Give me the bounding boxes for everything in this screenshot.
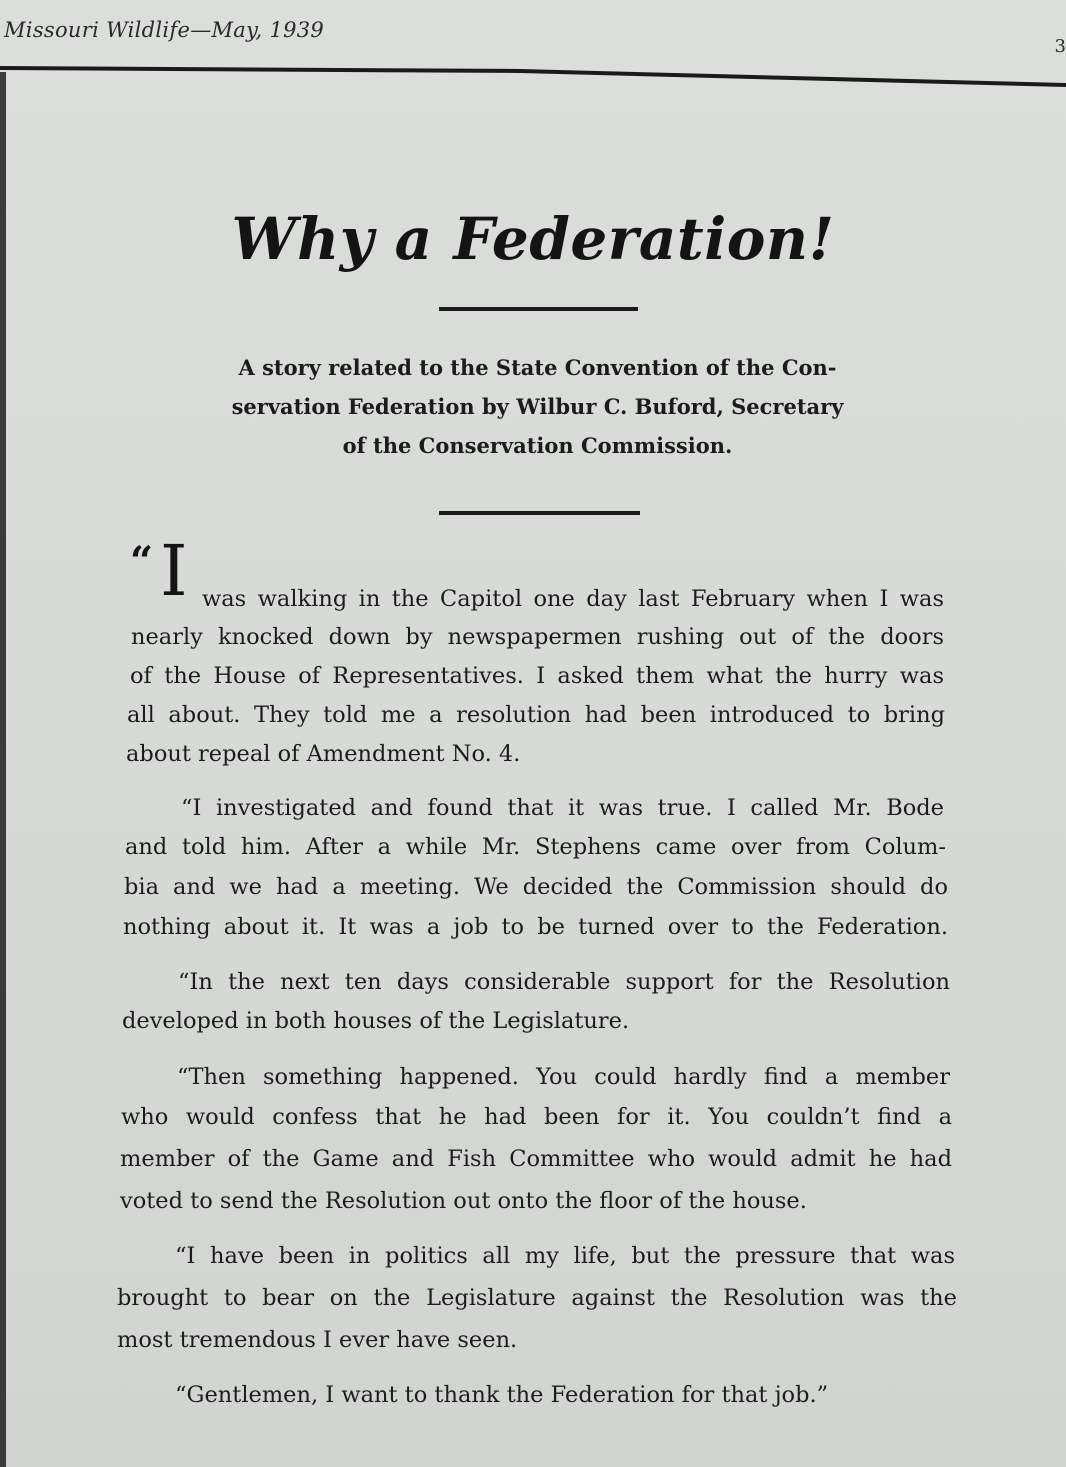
paragraph-3-line: developed in both houses of the Legislature. [122,1008,630,1034]
paragraph-5-line: most tremendous I ever have seen. [117,1327,518,1353]
page-number: 3 [1054,36,1066,57]
subtitle-line: of the Conservation Commission. [342,433,733,458]
paragraph-5-line: “I have been in politics all my life, but the pressure that was [175,1243,955,1269]
paragraph-6-line: “Gentlemen, I want to thank the Federation for that job.” [175,1382,829,1408]
paragraph-1-line: nearly knocked down by newspapermen rushing out of the doors [131,624,944,650]
paragraph-2-line: and told him. After a while Mr. Stephens came over from Colum- [125,834,946,860]
paragraph-4-line: “Then something happened. You could hardly find a member [177,1064,950,1090]
subtitle-line: servation Federation by Wilbur C. Buford, Secretary [231,394,844,419]
article-title: Why a Federation! [231,205,835,273]
paragraph-4-line: voted to send the Resolution out onto the floor of the house. [120,1188,807,1214]
paragraph-1-line: of the House of Representatives. I asked them what the hurry was [130,663,944,689]
paragraph-1-line: about repeal of Amendment No. 4. [126,741,521,767]
paragraph-5-line: brought to bear on the Legislature against the Resolution was the [117,1285,957,1311]
paragraph-4-line: who would confess that he had been for it. You couldn’t find a [121,1104,952,1130]
paragraph-2-line: “I investigated and found that it was true. I called Mr. Bode [181,795,944,821]
drop-cap: I [160,530,188,612]
paragraph-4-line: member of the Game and Fish Committee who would admit he had [120,1146,952,1172]
paragraph-1-line: all about. They told me a resolution had been introduced to bring [127,702,945,728]
paragraph-2-line: bia and we had a meeting. We decided the Commission should do [124,874,948,900]
paragraph-2-line: nothing about it. It was a job to be turned over to the Federation. [123,914,948,940]
subtitle-line: A story related to the State Convention of the Con- [238,355,837,380]
paragraph-1-line: was walking in the Capitol one day last February when I was [202,586,944,612]
running-head: Missouri Wildlife—May, 1939 [4,18,325,42]
paragraph-3-line: “In the next ten days considerable support for the Resolution [178,969,950,995]
opening-quote-mark: “ [130,538,154,585]
